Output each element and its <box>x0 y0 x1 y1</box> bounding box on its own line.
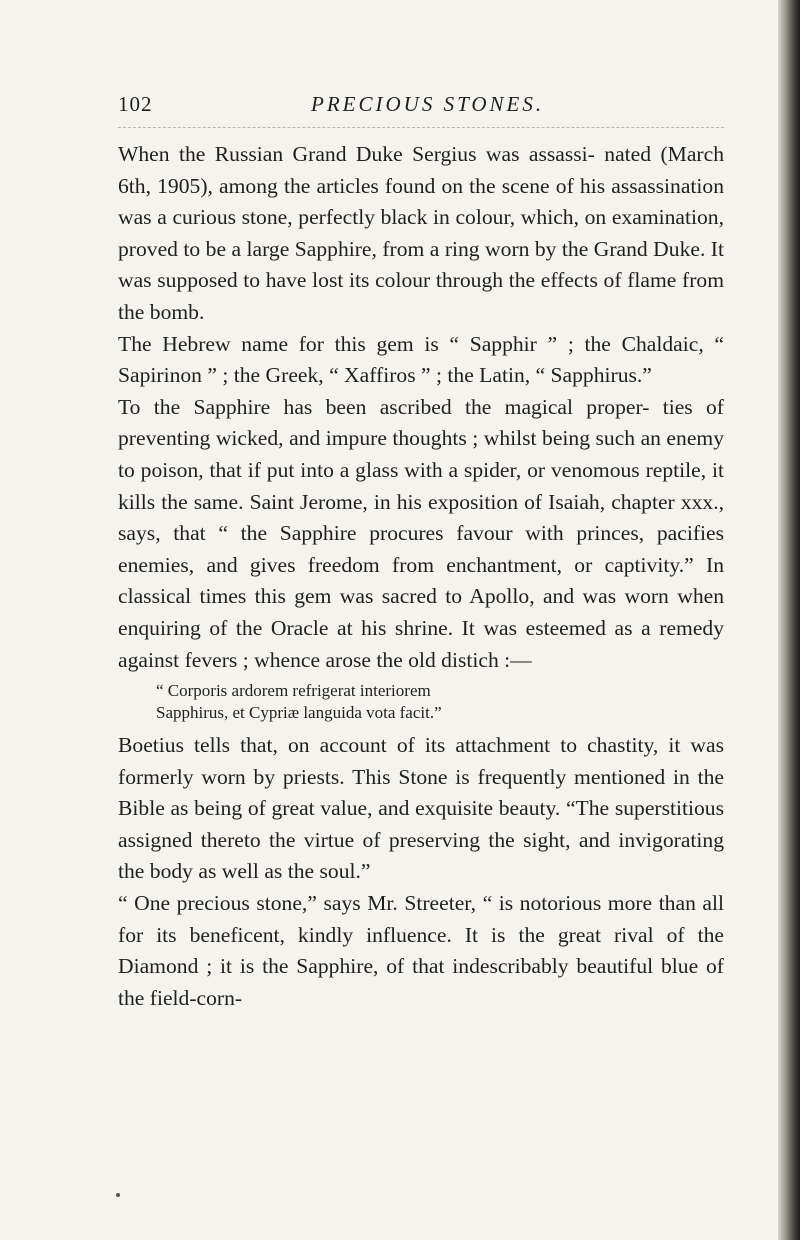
distich-line-2: Sapphirus, et Cypriæ languida vota facit.” <box>156 703 442 723</box>
body-text <box>118 139 724 1014</box>
ink-speck <box>116 1193 120 1197</box>
page-header <box>118 92 758 122</box>
paragraph: “ One precious stone,” says Mr. Streeter, “ is notorious more than all for its beneficent, kindly influence. It is the great rival of the Diamond ; it is the Sapphire, of that indescribably beautiful blue of the field-corn- <box>118 891 724 1010</box>
header-rule <box>118 127 724 128</box>
paragraph: To the Sapphire has been ascribed the magical proper- ties of preventing wicked, and impure thoughts ; whilst being such an enemy to poison, that if put into a glass with a spider, or venomous reptile, it kills the same. Saint Jerome, in his exposition of Isaiah, chapter xxx., says, that “ the Sapphire procures favour with princes, pacifies enemies, and gives freedom from enchantment, or captivity.” In classical times this gem was sacred to Apollo, and was worn when enquiring of the Oracle at his shrine. It was esteemed as a remedy against fevers ; whence arose the old distich :— <box>118 394 724 672</box>
running-title: PRECIOUS STONES. <box>311 92 545 116</box>
paragraph: When the Russian Grand Duke Sergius was assassi- nated (March 6th, 1905), among the articles found on the scene of his assassination was a curious stone, perfectly black in colour, which, on examination, proved to be a large Sapphire, from a ring worn by the Grand Duke. It was supposed to have lost its colour through the effects of flame from the bomb. <box>118 142 724 324</box>
paragraph: Boetius tells that, on account of its attachment to chastity, it was formerly worn by priests. This Stone is frequently mentioned in the Bible as being of great value, and exquisite beauty. “The superstitious assigned thereto the virtue of preserving the sight, and invigorating the body as well as the soul.” <box>118 733 724 884</box>
latin-distich <box>118 680 724 724</box>
page-binding-edge <box>778 0 800 1240</box>
page-number: 102 <box>118 92 153 116</box>
paragraph: The Hebrew name for this gem is “ Sapphir ” ; the Chaldaic, “ Sapirinon ” ; the Greek, “ Xaffiros ” ; the Latin, “ Sapphirus.” <box>118 331 724 388</box>
distich-line-1: “ Corporis ardorem refrigerat interiorem <box>156 681 431 701</box>
